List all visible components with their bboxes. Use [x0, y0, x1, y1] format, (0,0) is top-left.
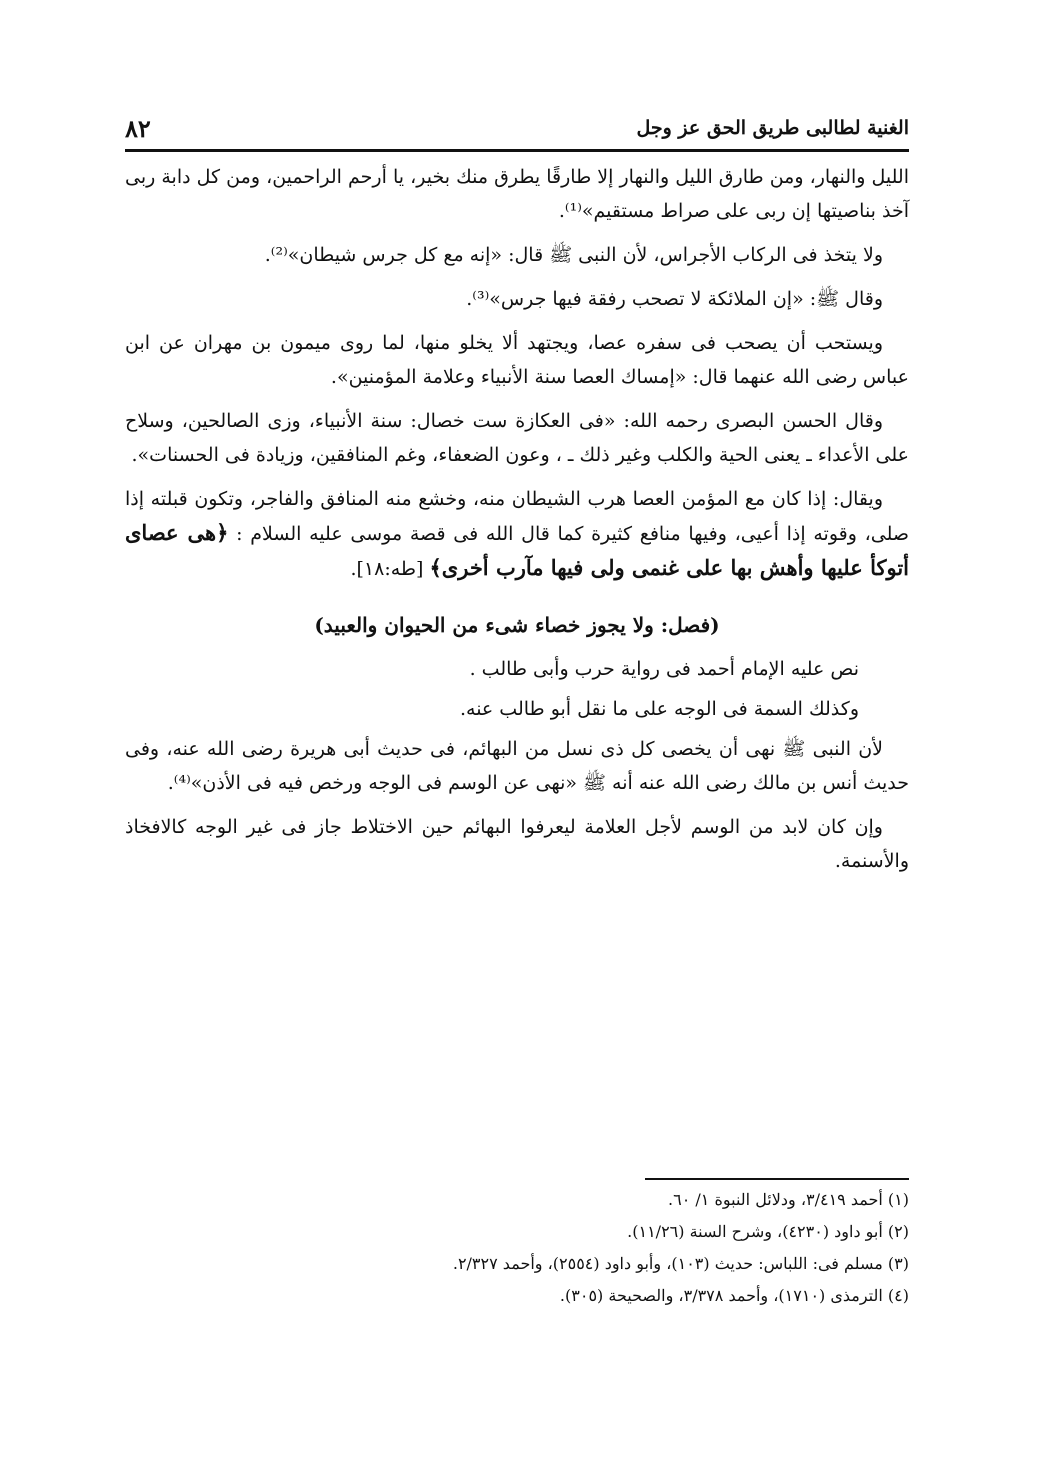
- footnotes: [125, 1184, 909, 1312]
- header-rule: [125, 149, 909, 152]
- page-header: [125, 108, 909, 148]
- paragraph: الليل والنهار، ومن طارق الليل والنهار إلا طارقًا يطرق منك بخير، يا أرحم الراحمين، ومن كل دابة ربى آخذ بناصيتها إن ربى على صراط مستقيم»⁽¹⁾.: [125, 166, 909, 222]
- footnote: (٣) مسلم فى: اللباس: حديث (١٠٣)، وأبو داود (٢٥٥٤)، وأحمد ٢/٣٢٧.: [452, 1254, 909, 1273]
- paragraph: وقال ﷺ: «إن الملائكة لا تصحب رفقة فيها جرس»⁽³⁾.: [466, 288, 883, 310]
- body-text: [125, 160, 909, 888]
- paragraph-text: ويقال: إذا كان مع المؤمن العصا هرب الشيطان منه، وخشع منه المنافق والفاجر، وتكون قبلته إذا صلى، وقوته إذا أعيى، وفيها منافع كثيرة كما قال الله فى قصة موسى عليه السلام :: [125, 488, 909, 545]
- paragraph: وقال الحسن البصرى رحمه الله: «فى العكازة ست خصال: سنة الأنبياء، وزى الصالحين، وسلاح على الأعداء ـ يعنى الحية والكلب وغير ذلك ـ ، وعون الضعفاء، وغم المنافقين، وزيادة فى الحسنات».: [125, 410, 909, 466]
- paragraph: ويستحب أن يصحب فى سفره عصا، ويجتهد ألا يخلو منها، لما روى ميمون بن مهران عن ابن عباس رضى الله عنهما قال: «إمساك العصا سنة الأنبياء وعلامة المؤمنين».: [125, 332, 909, 388]
- footnote: (٢) أبو داود (٤٢٣٠)، وشرح السنة (١١/٢٦).: [627, 1222, 909, 1241]
- page-number: ٨٢: [125, 113, 151, 143]
- quran-verse: ﴿هى عصاى أتوكأ عليها وأهش بها على غنمى ولى فيها مآرب أخرى﴾: [125, 520, 909, 580]
- footnote: (١) أحمد ٣/٤١٩، ودلائل النبوة ١/ ٦٠.: [668, 1190, 909, 1209]
- paragraph: ولا يتخذ فى الركاب الأجراس، لأن النبى ﷺ قال: «إنه مع كل جرس شيطان»⁽²⁾.: [264, 244, 883, 266]
- paragraph: وإن كان لابد من الوسم لأجل العلامة ليعرفوا البهائم حين الاختلاط جاز فى غير الوجه كالافخاذ والأسنمة.: [125, 816, 909, 872]
- footnote-rule: [645, 1178, 909, 1180]
- paragraph: لأن النبى ﷺ نهى أن يخصى كل ذى نسل من البهائم، فى حديث أبى هريرة رضى الله عنه، وفى حديث أنس بن مالك رضى الله عنه أنه ﷺ «نهى عن الوسم فى الوجه ورخص فيه فى الأذن»⁽⁴⁾.: [125, 738, 909, 794]
- paragraph: نص عليه الإمام أحمد فى رواية حرب وأبى طالب .: [469, 658, 859, 680]
- running-title: الغنية لطالبى طريق الحق عز وجل: [636, 117, 909, 139]
- paragraph-with-verse: [125, 482, 909, 586]
- section-heading: (فصل: ولا يجوز خصاء شىء من الحيوان والعبيد): [314, 613, 720, 637]
- quran-reference: [طه:١٨].: [350, 558, 424, 580]
- paragraph: وكذلك السمة فى الوجه على ما نقل أبو طالب عنه.: [459, 698, 859, 720]
- footnote: (٤) الترمذى (١٧١٠)، وأحمد ٣/٣٧٨، والصحيحة (٣٠٥).: [559, 1286, 909, 1305]
